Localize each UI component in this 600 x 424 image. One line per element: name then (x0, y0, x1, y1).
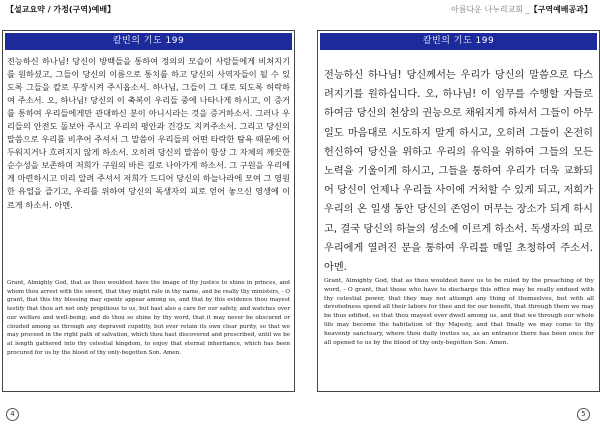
page-number: 4 (6, 408, 19, 421)
english-prayer-text: Grant, Almighty God, that as thou wouldest have the image of thy justice to shine in princes, and whom thou arrest with the sword, that they might rule in thy name, and be really thy ministers, - O grant, that this thy blessing may openly appear among us, and that by this evidence thou mayest testify that thou art not only propitious to us, but hast also a care for our safety, and watches over our welfare and well-being; and do thou so shine by thy word, that it may never be obscured or clouded among us through any depraved cupidity, but ever retain its own clear purity, so that we may proceed in the right path of salvation, which thou hast discovered and prescribed, until we be at length gathered into thy celestial kingdom, to enjoy that eternal inheritance, which has been procured for us by the blood of thy only-begotten Son. Amen. (7, 280, 290, 356)
church-name: 아름다운 나누리교회 _ (450, 5, 530, 14)
english-prayer-text: Grant, Almighty God, that as thou wouldest have us to be ruled by the preaching of thy word, - O grant, that those who have to discharge this office may be really endued with thy celestial power, that they may not attempt any thing of themselves, but with all devotedness spend all their labors for thee and for our benefit, that through them we may be thus edified, so that thou mayest ever dwell among us, and that we through our whole life may become the habitation of thy Majesty, and that finally we may come to thy heavenly sanctuary, where thou daily invites us, as an entrance there has been once for all opened to us by the blood of thy only-begotten Son. Amen. (324, 278, 594, 346)
korean-prayer-text: 전능하신 하나님! 당신께서는 우리가 당신의 말씀으로 다스려지기를 원하십니다. 오, 하나님! 이 임무를 수행할 자들로 하여금 당신의 천상의 권능으로 채워지게 하셔서 그들이 아무 일도 마음대로 시도하지 말게 하시고, 오히려 그들이 온전히 헌신하여 당신을 위하고 우리의 유익을 위하여 그들의 모든 노력을 기울이게 하시고, 그들을 통하여 우리가 더욱 교화되어 당신이 언제나 우리들 사이에 거처할 수 있게 되고, 저희가 우리의 온 일생 동안 당신의 존엄이 머무는 장소가 되게 하시고, 결국 당신의 하늘의 성소에 이르게 하소서. 독생자의 피로 우리에게 열려진 문을 통하여 우리를 매일 초청하여 주소서. 아멘. (324, 70, 593, 274)
prayer-frame (317, 30, 600, 392)
prayer-frame (2, 30, 295, 392)
section-label: 【구역예배공과】 (529, 5, 592, 14)
page-header (451, 4, 592, 16)
prayer-title: 칼빈의 기도 199 (5, 33, 292, 50)
prayer-title: 칼빈의 기도 199 (320, 33, 597, 50)
right-page (300, 0, 600, 424)
page-number: 5 (577, 408, 590, 421)
page-header: 【설교요약 / 가정(구역)예배】 (6, 5, 116, 14)
korean-prayer-text: 전능하신 하나님! 당신이 방백들을 통하여 정의의 모습이 사람들에게 비쳐지기를 원하셨고, 그들이 당신의 이름으로 통치를 하고 당신의 사역자들이 될 수 있도록 그들을 칼로 무장시켜 주시옵소서. 하나님, 그들이 그 대로 되도록 허락하여 주소서. 오, 하나님! 당신의 이 축복이 우리들 중에 나타나게 하시고, 이 증거를 통하여 우리들에게만 관대하신 분이 아니시라는 것을 증거하소서. 그러나 우리들의 안전도 돌보아 주시고 우리의 평안과 건강도 지켜주소서. 그리고 당신의 말씀으로 우리를 비추어 주셔서 그 말씀이 우리들의 어떤 타락한 탐욕 때문에 어두워지거나 흐려지지 않게 하소서. 오히려 당신의 말씀이 항상 그 자체의 깨끗한 순수성을 보존하며 저희가 구원의 바른 길로 나아가게 하소서. 그 구원을 우리에게 마련하시고 미리 알려 주셔서 저희가 드디어 당신의 하늘나라에 모여 그 영원한 유업을 즐기고, 우리를 위하여 당신의 독생자의 피로 얻어 놓으신 영생에 이르게 하소서. 아멘. (7, 56, 290, 210)
